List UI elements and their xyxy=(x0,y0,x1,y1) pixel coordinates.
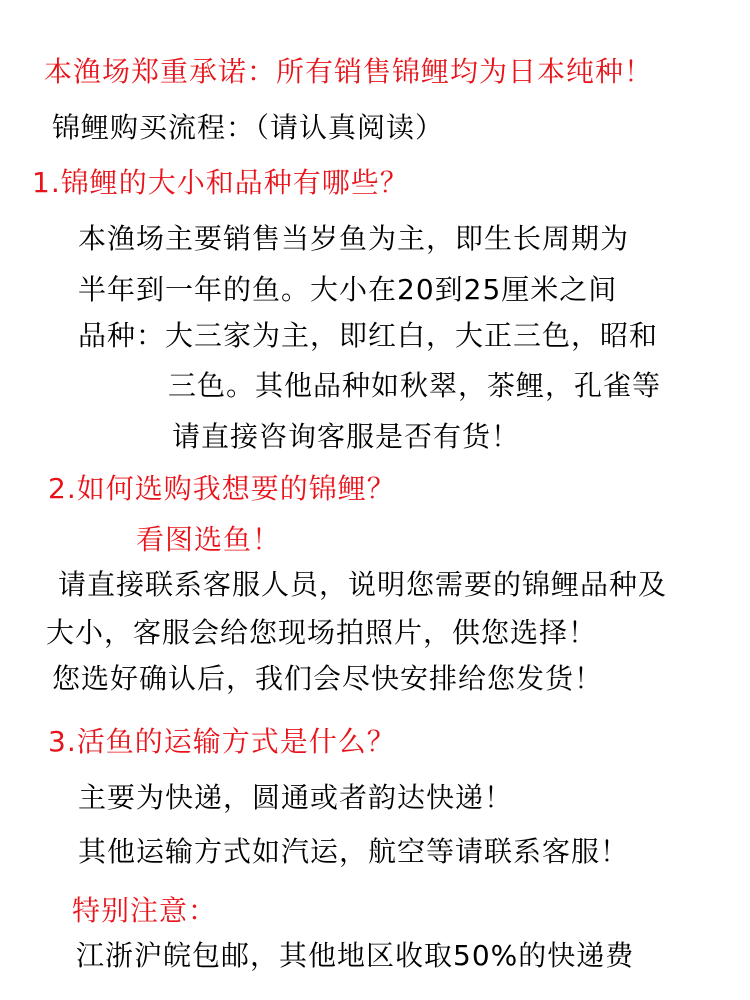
section1-line-1: 本渔场主要销售当岁鱼为主，即生长周期为 xyxy=(78,222,630,255)
section2-line-2: 大小，客服会给您现场拍照片，供您选择！ xyxy=(46,616,598,649)
notice-text: 江浙沪皖包邮，其他地区收取50%的快递费 xyxy=(76,939,635,972)
section1-line-4: 三色。其他品种如秋翠，茶鲤，孔雀等 xyxy=(168,369,662,402)
section1-line-2: 半年到一年的鱼。大小在20到25厘米之间 xyxy=(78,273,618,306)
section1-line-3: 品种：大三家为主，即红白，大正三色，昭和 xyxy=(78,319,659,352)
section3-line-2: 其他运输方式如汽运，航空等请联系客服！ xyxy=(78,835,630,868)
section3-line-1: 主要为快递，圆通或者韵达快递！ xyxy=(78,781,514,814)
notice-heading: 特别注意： xyxy=(72,894,218,927)
section2-line-3: 您选好确认后，我们会尽快安排给您发货！ xyxy=(52,662,604,695)
process-title: 锦鲤购买流程：（请认真阅读） xyxy=(52,111,445,144)
section2-subheading: 看图选鱼！ xyxy=(136,523,282,556)
section3-heading: 3.活鱼的运输方式是什么？ xyxy=(48,725,396,758)
section2-heading: 2.如何选购我想要的锦鲤？ xyxy=(48,472,396,505)
section1-heading: 1.锦鲤的大小和品种有哪些？ xyxy=(32,166,409,199)
section2-line-1: 请直接联系客服人员，说明您需要的锦鲤品种及 xyxy=(58,568,668,601)
section1-line-5: 请直接咨询客服是否有货！ xyxy=(172,420,521,453)
promise-line: 本渔场郑重承诺：所有销售锦鲤均为日本纯种！ xyxy=(44,55,654,88)
